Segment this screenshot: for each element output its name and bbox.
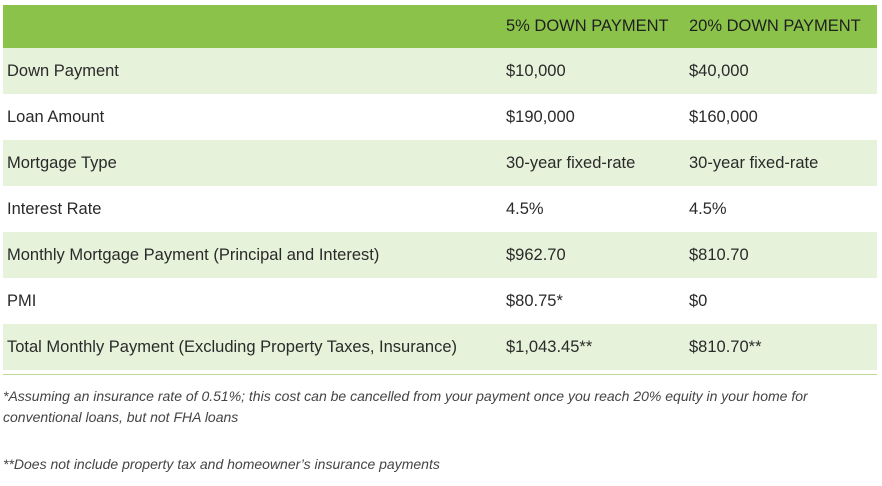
row-label: Mortgage Type: [7, 153, 117, 172]
value-20-percent: $160,000: [689, 107, 758, 126]
row-label: Total Monthly Payment (Excluding Property Taxes, Insurance): [7, 337, 457, 356]
row-label: Loan Amount: [7, 107, 105, 126]
value-20-percent: $810.70**: [689, 337, 762, 356]
table-row: [3, 186, 877, 232]
row-label: Monthly Mortgage Payment (Principal and Interest): [7, 245, 380, 264]
value-5-percent: 30-year fixed-rate: [506, 153, 636, 172]
table-row: [3, 140, 877, 186]
value-20-percent: 30-year fixed-rate: [689, 153, 819, 172]
value-5-percent: 4.5%: [506, 199, 544, 218]
value-5-percent: $80.75*: [506, 291, 563, 310]
header-5-percent-down: 5% DOWN PAYMENT: [506, 17, 669, 35]
down-payment-comparison-table: [3, 5, 877, 370]
footnote-total: **Does not include property tax and homeowner’s insurance payments: [3, 456, 440, 472]
value-5-percent: $190,000: [506, 107, 575, 126]
value-20-percent: $40,000: [689, 61, 749, 80]
table-bottom-divider: [3, 374, 877, 375]
header-20-percent-down: 20% DOWN PAYMENT: [689, 17, 861, 35]
table-header: [3, 5, 877, 48]
table-row: [3, 94, 877, 140]
row-label: Interest Rate: [7, 199, 102, 218]
table-row: [3, 278, 877, 324]
row-label: Down Payment: [7, 61, 119, 80]
table-row: [3, 324, 877, 370]
header-label-column: [3, 5, 503, 48]
value-5-percent: $10,000: [506, 61, 566, 80]
header-row: [3, 5, 877, 48]
value-20-percent: $810.70: [689, 245, 749, 264]
footnote-pmi: *Assuming an insurance rate of 0.51%; this cost can be cancelled from your payment once you reach 20% equity in your home for conventional loans, but not FHA loans: [3, 388, 808, 425]
table-body: [3, 48, 877, 370]
table-row: [3, 48, 877, 94]
value-20-percent: $0: [689, 291, 708, 310]
value-5-percent: $962.70: [506, 245, 566, 264]
table-row: [3, 232, 877, 278]
value-5-percent: $1,043.45**: [506, 337, 593, 356]
value-20-percent: 4.5%: [689, 199, 727, 218]
row-label: PMI: [7, 291, 37, 310]
